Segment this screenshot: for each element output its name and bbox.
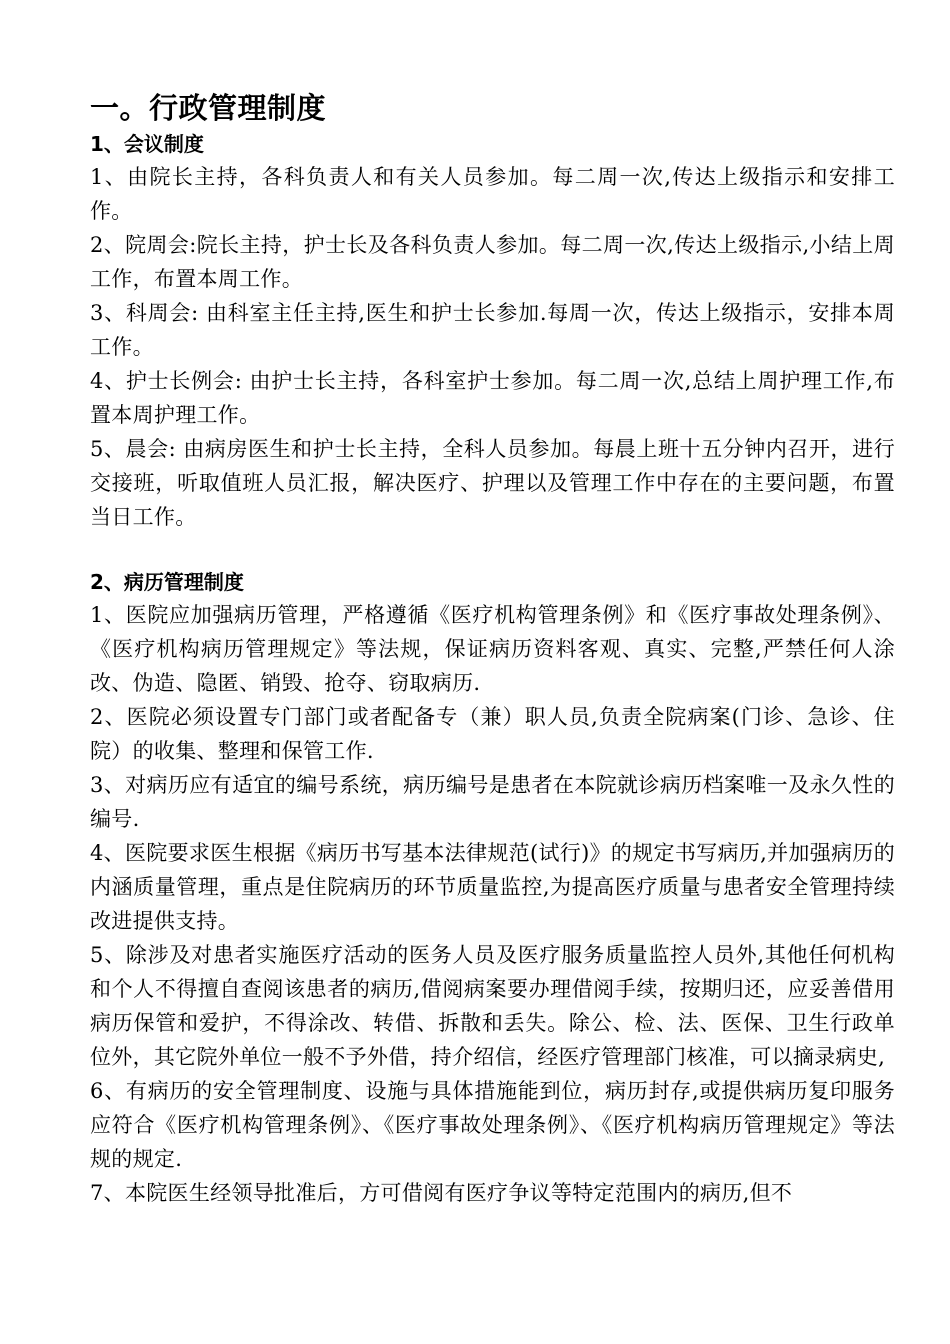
section-meeting-system (90, 128, 895, 534)
document-page (90, 88, 895, 1210)
document-title: 一。行政管理制度 (90, 91, 327, 125)
section-heading: 1、会议制度 (90, 132, 204, 156)
paragraph: 5、晨会: 由病房医生和护士长主持，全科人员参加。每晨上班十五分钟内召开，进行交接班，听取值班人员汇报，解决医疗、护理以及管理工作中存在的主要问题，布置当日工作。 (90, 437, 895, 529)
section-spacer (90, 534, 895, 566)
paragraph: 3、对病历应有适宜的编号系统，病历编号是患者在本院就诊病历档案唯一及永久性的编号. (90, 773, 895, 831)
paragraph: 6、有病历的安全管理制度、设施与具体措施能到位，病历封存,或提供病历复印服务应符合《医疗机构管理条例》、《医疗事故处理条例》、《医疗机构病历管理规定》等法规的规定. (90, 1079, 895, 1171)
paragraph: 7、本院医生经领导批准后，方可借阅有医疗争议等特定范围内的病历,但不 (90, 1181, 793, 1205)
paragraph: 5、除涉及对患者实施医疗活动的医务人员及医疗服务质量监控人员外,其他任何机构和个人不得擅自查阅该患者的病历,借阅病案要办理借阅手续，按期归还，应妥善借用病历保管和爱护，不得涂改、转借、拆散和丢失。除公、检、法、医保、卫生行政单位外，其它院外单位一般不予外借，持介绍信，经医疗管理部门核准，可以摘录病史, (90, 943, 895, 1069)
paragraph: 2、院周会:院长主持，护士长及各科负责人参加。每二周一次,传达上级指示,小结上周工作，布置本周工作。 (90, 233, 895, 291)
section-heading: 2、病历管理制度 (90, 570, 244, 594)
paragraph: 2、医院必须设置专门部门或者配备专（兼）职人员,负责全院病案(门诊、急诊、住院）的收集、整理和保管工作. (90, 705, 895, 763)
paragraph: 1、医院应加强病历管理，严格遵循《医疗机构管理条例》和《医疗事故处理条例》、《医疗机构病历管理规定》等法规，保证病历资料客观、真实、完整,严禁任何人涂改、伪造、隐匿、销毁、抢夺、窃取病历. (90, 603, 895, 695)
section-medical-records (90, 566, 895, 1210)
paragraph: 4、医院要求医生根据《病历书写基本法律规范(试行)》的规定书写病历,并加强病历的内涵质量管理，重点是住院病历的环节质量监控,为提高医疗质量与患者安全管理持续改进提供支持。 (90, 841, 895, 933)
paragraph: 3、科周会: 由科室主任主持,医生和护士长参加.每周一次，传达上级指示，安排本周工作。 (90, 301, 895, 359)
paragraph: 4、护士长例会: 由护士长主持，各科室护士参加。每二周一次,总结上周护理工作,布置本周护理工作。 (90, 369, 895, 427)
paragraph: 1、由院长主持，各科负责人和有关人员参加。每二周一次,传达上级指示和安排工作。 (90, 165, 895, 223)
